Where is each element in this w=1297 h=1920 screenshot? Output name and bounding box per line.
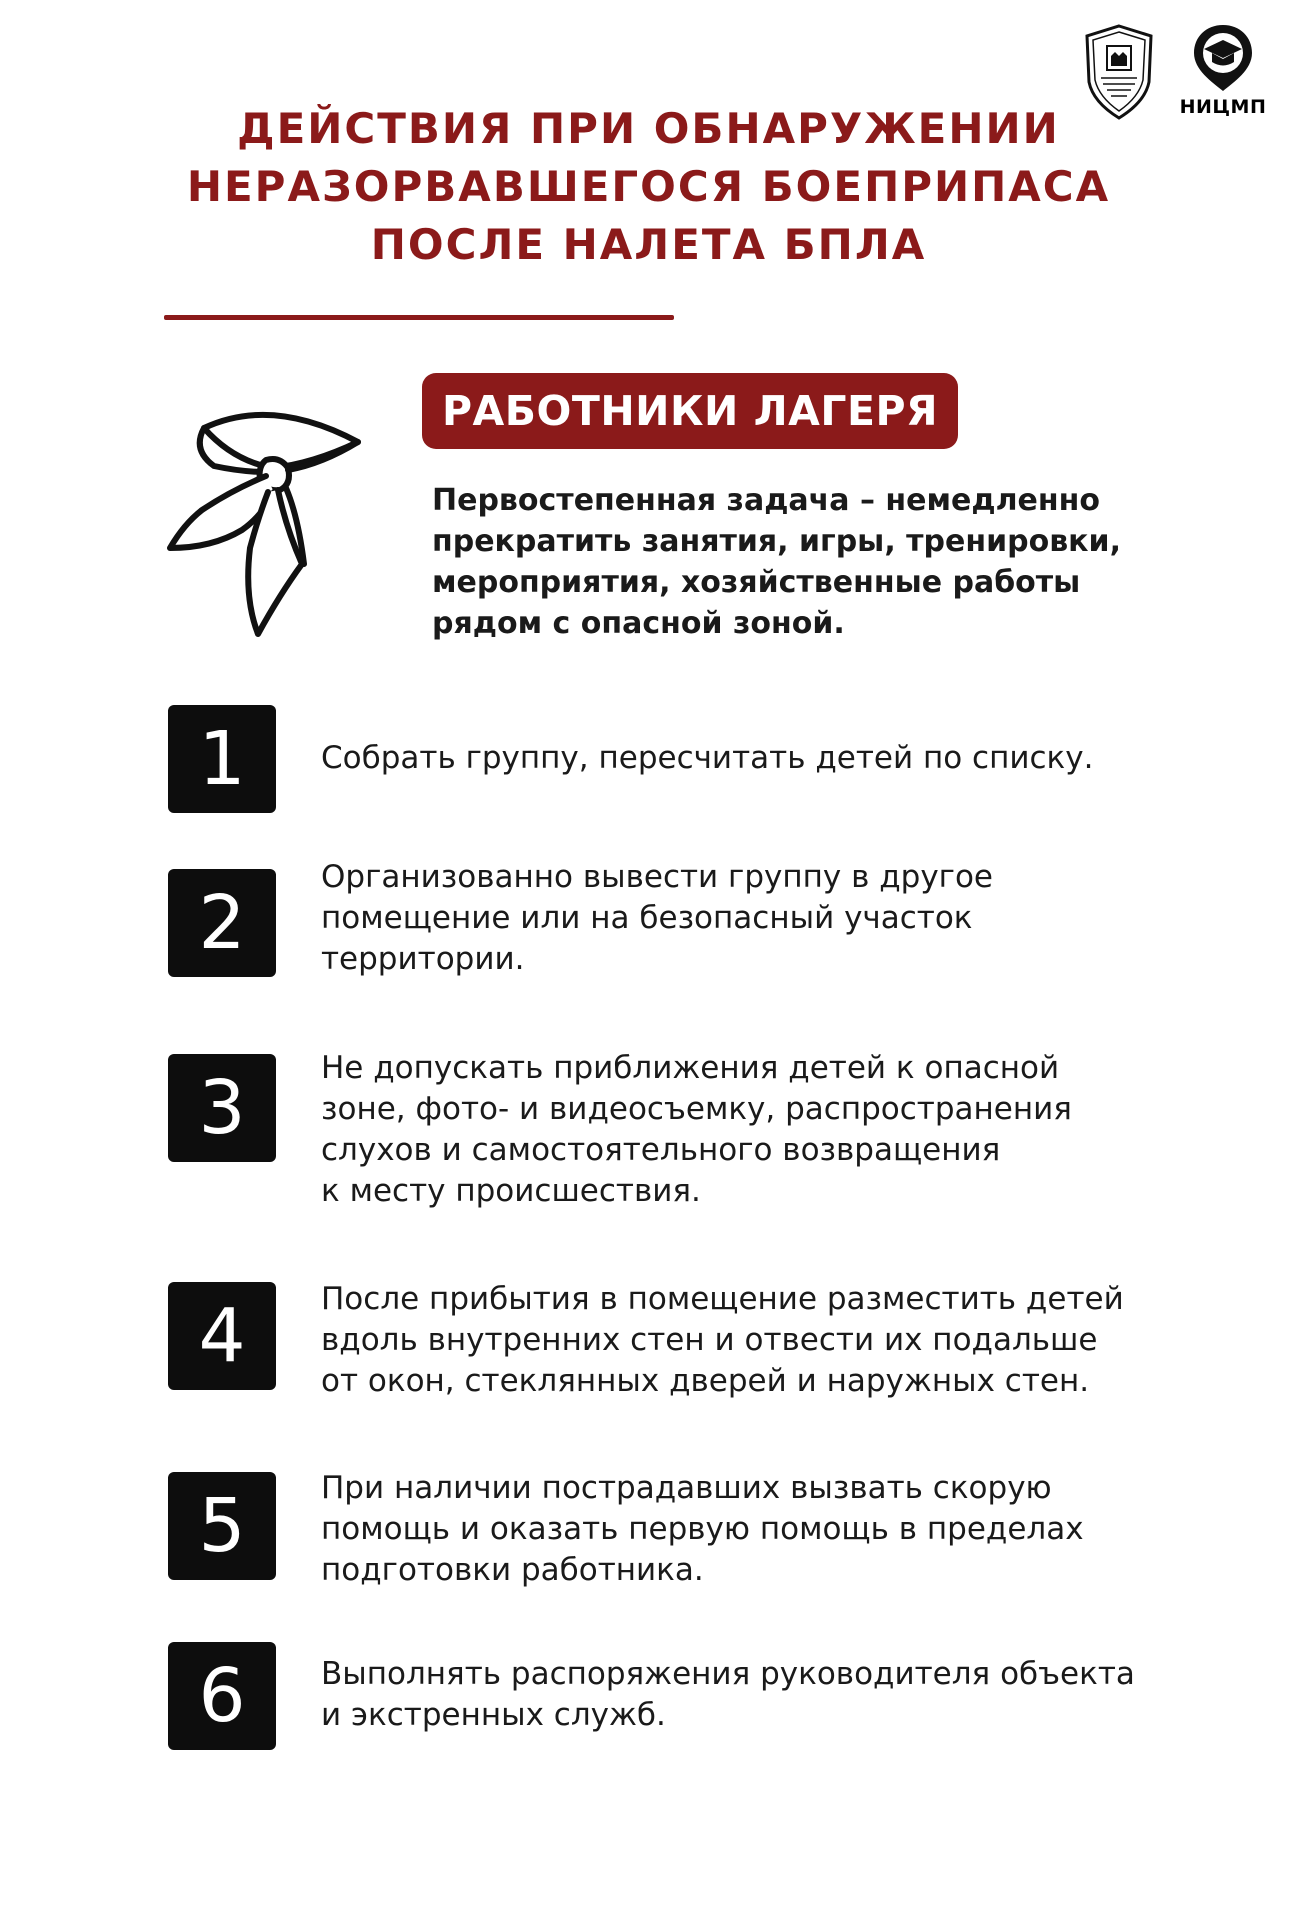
lead-line: Первостепенная задача – немедленно — [432, 483, 1100, 518]
step-text — [321, 738, 1201, 779]
step-text — [321, 857, 1201, 980]
nicmp-logo-label: НИЦМП — [1179, 96, 1267, 118]
lead-line: рядом с опасной зоной. — [432, 606, 845, 641]
step-line: При наличии пострадавших вызвать скорую — [321, 1470, 1052, 1506]
step-line: территории. — [321, 941, 525, 977]
step-line: вдоль внутренних стен и отвести их подальше — [321, 1322, 1098, 1358]
lead-line: мероприятия, хозяйственные работы — [432, 565, 1081, 600]
title-line-1: ДЕЙСТВИЯ ПРИ ОБНАРУЖЕНИИ — [237, 104, 1060, 153]
step-line: помощь и оказать первую помощь в пределах — [321, 1511, 1084, 1547]
step-line: слухов и самостоятельного возвращения — [321, 1132, 1001, 1168]
step-number-box: 1 — [168, 705, 276, 813]
step-line: подготовки работника. — [321, 1552, 704, 1588]
graduation-cap-pin-icon — [1190, 22, 1256, 94]
step-line: Собрать группу, пересчитать детей по списку. — [321, 740, 1094, 776]
step-line: и экстренных служб. — [321, 1697, 666, 1733]
step-line: Выполнять распоряжения руководителя объекта — [321, 1656, 1135, 1692]
pioneer-scarf-icon — [162, 398, 382, 638]
step-line: от окон, стеклянных дверей и наружных стен. — [321, 1363, 1090, 1399]
step-line: зоне, фото- и видеосъемку, распространения — [321, 1091, 1072, 1127]
step-number-box: 5 — [168, 1472, 276, 1580]
step-line: Организованно вывести группу в другое — [321, 859, 993, 895]
title-divider — [164, 315, 674, 320]
step-line: к месту происшествия. — [321, 1173, 701, 1209]
step-text — [321, 1468, 1201, 1591]
section-badge: РАБОТНИКИ ЛАГЕРЯ — [422, 373, 958, 449]
step-line: Не допускать приближения детей к опасной — [321, 1050, 1060, 1086]
step-text — [321, 1048, 1201, 1212]
lead-paragraph — [432, 480, 1152, 644]
page-title — [0, 100, 1297, 274]
step-number-box: 4 — [168, 1282, 276, 1390]
lead-line: прекратить занятия, игры, тренировки, — [432, 524, 1121, 559]
title-line-3: ПОСЛЕ НАЛЕТА БПЛА — [370, 220, 927, 269]
step-number-box: 3 — [168, 1054, 276, 1162]
step-text — [321, 1279, 1201, 1402]
step-text — [321, 1654, 1201, 1736]
step-line: После прибытия в помещение разместить детей — [321, 1281, 1124, 1317]
step-line: помещение или на безопасный участок — [321, 900, 973, 936]
title-line-2: НЕРАЗОРВАВШЕГОСЯ БОЕПРИПАСА — [186, 162, 1111, 211]
step-number-box: 2 — [168, 869, 276, 977]
step-number-box: 6 — [168, 1642, 276, 1750]
